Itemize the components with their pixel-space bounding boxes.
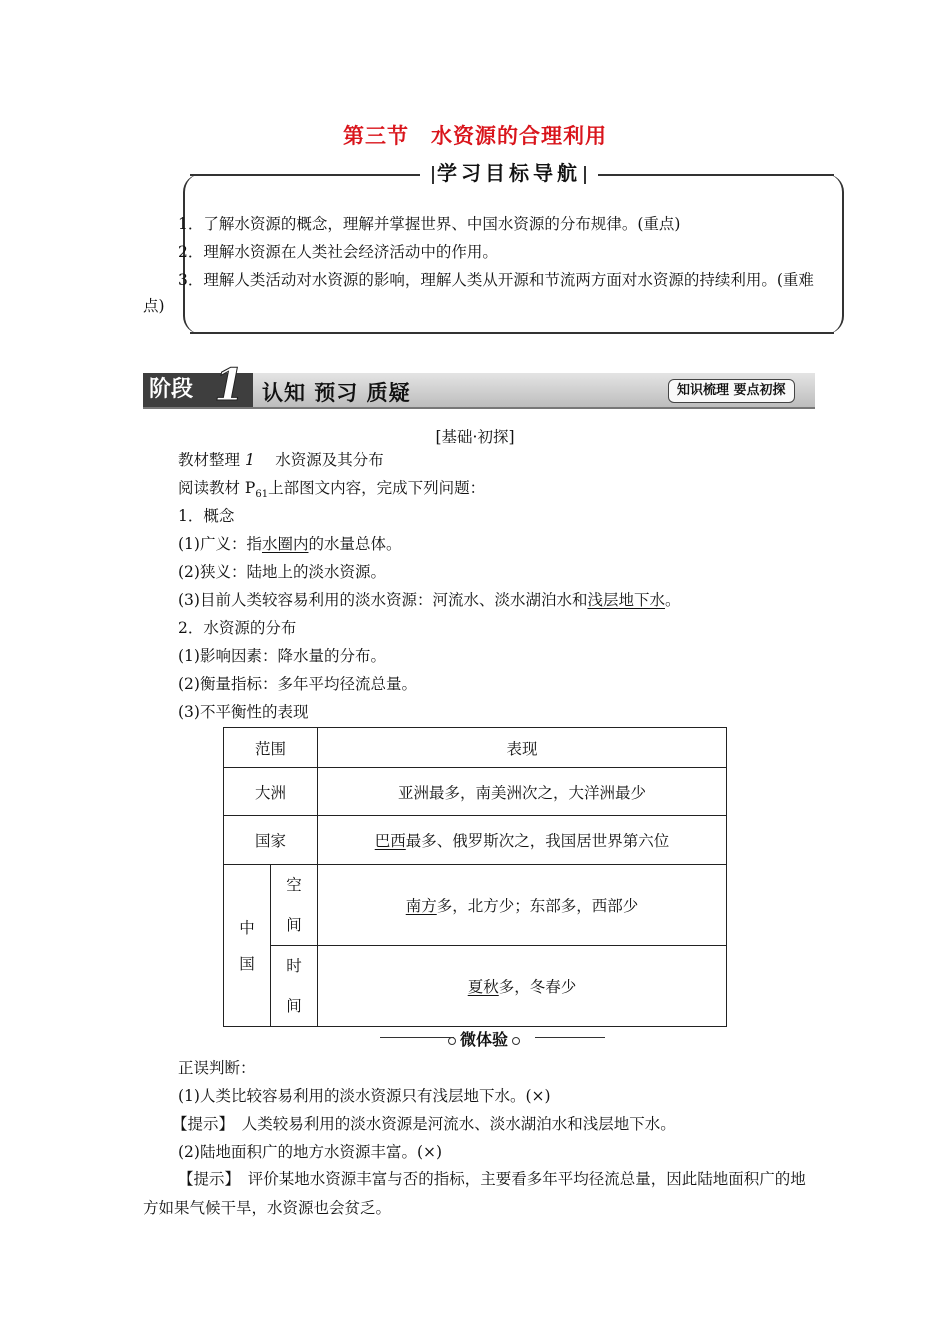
material-prefix: 教材整理 [178, 451, 241, 469]
concept-broad-post: 的水量总体。 [308, 535, 402, 553]
bullet-dot-icon [448, 1037, 456, 1045]
experience-rule-left [380, 1037, 454, 1038]
material-heading [178, 449, 384, 471]
goal-item-3: 3．理解人类活动对水资源的影响，理解人类从开源和节流两方面对水资源的持续利用。(重难点) [143, 271, 814, 315]
concept-usable-post: 。 [664, 591, 681, 609]
bullet-dot-icon [512, 1037, 520, 1045]
material-title: 水资源及其分布 [275, 451, 384, 469]
concept-broad-answer: 水圈内 [261, 535, 309, 553]
distribution-imbalance: (3)不平衡性的表现 [178, 703, 309, 721]
question-1: (1)人类比较容易利用的淡水资源只有浅层地下水。(×) [178, 1087, 551, 1105]
stage-number: 1 [214, 360, 245, 411]
table-answer: 巴西 [374, 832, 406, 850]
goals-heading-text: 学习目标导航 [437, 161, 581, 185]
table-cell [318, 816, 727, 865]
table-cell-time [271, 946, 318, 1027]
experience-heading [444, 1027, 524, 1050]
stage-title: 认知 预习 质疑 [262, 381, 411, 405]
concept-narrow: (2)狭义：陆地上的淡水资源。 [178, 563, 386, 581]
heading-bar-right [584, 166, 586, 184]
heading-bar-left [432, 166, 434, 184]
concept-broad-pre: (1)广义：指 [178, 535, 262, 553]
table-cell-china [224, 865, 271, 1027]
experience-title: 微体验 [460, 1030, 509, 1049]
concept-usable-answer: 浅层地下水 [587, 591, 665, 609]
goal-item-2: 2．理解水资源在人类社会经济活动中的作用。 [178, 243, 498, 261]
space-char-1: 空 [286, 876, 302, 894]
concept-broad [178, 533, 402, 555]
hint-text: 评价某地水资源丰富与否的指标，主要看多年平均径流总量，因此陆地面积广的地方如果气候干旱，水资源也会贫乏。 [143, 1170, 806, 1217]
read-page: 61 [255, 489, 269, 501]
read-instruction [178, 477, 485, 506]
table-cell: 大洲 [224, 768, 318, 816]
distribution-factor: (1)影响因素：降水量的分布。 [178, 647, 386, 665]
table-row [224, 728, 727, 768]
table-cell [318, 865, 727, 946]
table-cell: 国家 [224, 816, 318, 865]
goals-heading [420, 157, 598, 186]
stage-label: 阶段 [143, 373, 253, 407]
table-cell-text: 多，冬春少 [498, 978, 577, 996]
distribution-table [223, 727, 727, 1027]
china-char-2: 国 [239, 954, 255, 973]
table-cell [318, 946, 727, 1027]
read-suffix: 上部图文内容，完成下列问题： [268, 479, 486, 497]
table-answer: 夏秋 [467, 978, 499, 996]
question-2: (2)陆地面积广的地方水资源丰富。(×) [178, 1143, 443, 1161]
concept-usable [178, 589, 681, 611]
read-prefix: 阅读教材 P [178, 479, 256, 497]
experience-rule-right [535, 1037, 605, 1038]
basics-label: [基础·初探] [435, 428, 515, 446]
table-row [224, 865, 727, 946]
material-number: 1 [244, 451, 255, 469]
goals-frame-top-left [190, 174, 420, 176]
hint-label: 【提示】 [178, 1170, 233, 1188]
distribution-indicator: (2)衡量指标：多年平均径流总量。 [178, 675, 417, 693]
hint-2 [143, 1165, 815, 1223]
stage-badge: 知识梳理 要点初探 [668, 379, 795, 403]
time-char-1: 时 [286, 957, 302, 975]
judge-label: 正误判断： [178, 1059, 256, 1077]
concept-title: 1．概念 [178, 507, 235, 525]
goal-item-1: 1．了解水资源的概念，理解并掌握世界、中国水资源的分布规律。(重点) [178, 215, 681, 233]
table-cell-text: 多，北方少；东部多，西部少 [436, 897, 639, 915]
hint-label: 【提示】 [172, 1115, 227, 1133]
time-char-2: 间 [286, 997, 302, 1015]
table-answer: 南方 [405, 897, 437, 915]
table-row [224, 816, 727, 865]
table-cell-space [271, 865, 318, 946]
hint-text: 人类较易利用的淡水资源是河流水、淡水湖泊水和浅层地下水。 [226, 1115, 676, 1133]
china-char-1: 中 [239, 918, 255, 937]
table-row [224, 768, 727, 816]
goals-frame-top-right [598, 174, 834, 176]
table-header-show: 表现 [318, 728, 727, 768]
table-cell-text: 最多、俄罗斯次之，我国居世界第六位 [405, 832, 670, 850]
table-cell: 亚洲最多，南美洲次之，大洋洲最少 [318, 768, 727, 816]
space-char-2: 间 [286, 916, 302, 934]
distribution-title: 2．水资源的分布 [178, 619, 297, 637]
goals-frame-bottom [190, 332, 834, 334]
page-title: 第三节 水资源的合理利用 [343, 124, 607, 148]
table-header-scope: 范围 [224, 728, 318, 768]
concept-usable-pre: (3)目前人类较容易利用的淡水资源：河流水、淡水湖泊水和 [178, 591, 588, 609]
table-row [224, 946, 727, 1027]
hint-1 [172, 1113, 676, 1135]
